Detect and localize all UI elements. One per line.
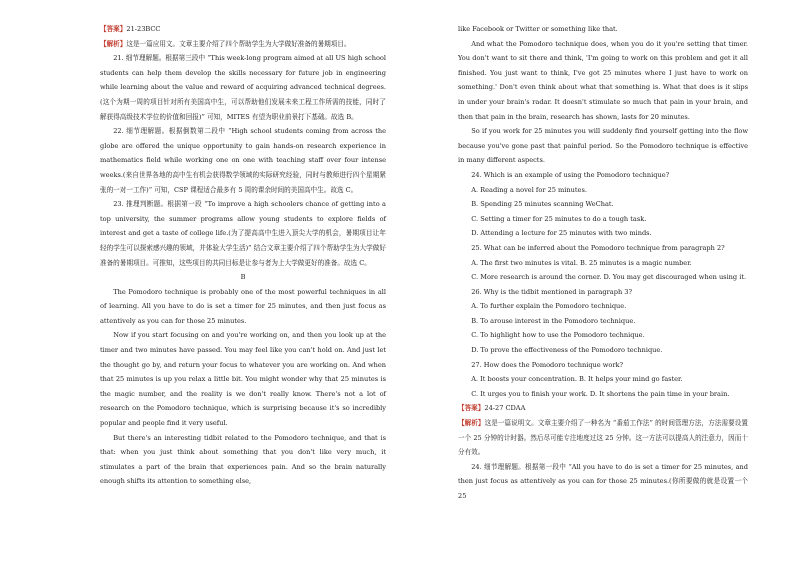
paragraph-text: 25. What can be inferred about the Pomodoro technique from paragraph 2? [471,243,725,252]
section-tag: 【解析】 [100,39,127,48]
paragraph [100,37,386,52]
paragraph-text: The Pomodoro technique is probably one of the most powerful techniques in all of learning. All you have to do is set a timer for 25 minutes, and then just focus as attentively as you can for those 25 minutes. [100,287,386,325]
paragraph [458,285,748,300]
paragraph [458,401,748,416]
paragraph-text: Now if you start focusing on and you're working on, and then you look up at the timer and two minutes have passed. You may feel like you can't hold on. And just let the thought go by, and return your focus to whatever you are working on. And when that 25 minutes is up you relax a little bit. You might wonder why that 25 minutes is the magic number, and the reality is we don't really know. There's not a lot of research on the Pomodoro technique, which is surprising because it's so incredibly popular and people find it very useful. [100,331,386,428]
section-tag: 【解析】 [458,419,485,428]
paragraph-text: 22. 细节理解题。根据倒数第二段中 “High school students coming from across the globe are offered the unique opportunity to gain hands-on research experience in mathematics field while working one on one with teaching staff over four intense weeks.(来自世界各地的高中生有机会获得数学领域的实际研究经验，同时与教师进行四个星期紧张的一对一工作)” 可知，CSP 课程适合最多有 5 周的课余时间的美国高中生。故选 C。 [100,127,386,194]
section-tag: 【答案】 [458,404,485,413]
paragraph-text: But there's an interesting tidbit related to the Pomodoro technique, and that is that: when you just think about something that you don't like very much, it stimulates a part of the brain that experiences pain. And so the brain naturally enough shifts its attention to something else, [100,433,386,486]
paragraph-text: like Facebook or Twitter or something like that. [458,25,618,33]
paragraph [458,212,748,227]
paragraph-text: 21-23BCC [126,25,161,33]
paragraph-text: C. It urges you to finish your work. D. It shortens the pain time in your brain. [471,389,730,398]
paragraph-text: So if you work for 25 minutes you will suddenly find yourself getting into the flow because you've gone past that painful period. So the Pomodoro technique is effective in many different aspects. [458,127,748,165]
paragraph-text: B. To arouse interest in the Pomodoro technique. [471,316,636,325]
paragraph-text: And what the Pomodoro technique does, when you do it you're setting that timer. You don't want to sit there and think, 'I'm going to work on this problem and get it all finished. You just want to think, I've got 25 minutes where I just have to work on something.' Don't even think about what that something is. What that does is it slips in under your brain's radar. It doesn't stimulate so much that pain in your brain, and then that pain in the brain, research has shown, lasts for 20 minutes. [458,39,748,121]
paragraph-text: D. Attending a lecture for 25 minutes with two minds. [471,229,652,238]
paragraph-text: A. It boosts your concentration. B. It helps your mind go faster. [471,375,683,384]
paragraph-text: A. To further explain the Pomodoro technique. [471,302,627,311]
paragraph-text: 这是一篇应用文。文章主要介绍了四个帮助学生为大学做好准备的暑期项目。 [126,39,351,48]
paragraph [458,358,748,373]
paragraph-text: 24. Which is an example of using the Pomodoro technique? [471,170,670,179]
paragraph [100,431,386,489]
paragraph-text: 23. 推理判断题。根据第一段 “To improve a high schoolers chance of getting into a top university, the summer programs allow young students to explore fields of interest and get a taste of college life.(为了提高高中生进入顶尖大学的机会，暑期项目让年轻的学生可以探索感兴趣的领域，并体验大学生活)” 结合文章主要介绍了四个帮助学生为大学做好准备的暑期项目。可推知，这些项目的共同目标是让参与者为上大学做更好的准备。故选 C。 [100,200,386,267]
paragraph [458,343,748,358]
paragraph [100,124,386,197]
paragraph-text: C. Setting a timer for 25 minutes to do a tough task. [471,214,647,223]
paragraph-text: 21. 细节理解题。根据第三段中 “This week-long program aimed at all US high school students can help them develop the skills necessary for future job in engineering while learning about the value and reward of acquiring advanced technical degrees.(这个为期一周的项目针对所有美国高中生，可以帮助他们发展未来工程工作所需的技能，同时了解获得高级技术学位的价值和回报)” 可知，MITES 有望为职业前景打下基础。故选 B。 [100,54,386,121]
paragraph [458,460,748,504]
paragraph [458,372,748,387]
paragraph [458,314,748,329]
paragraph [458,226,748,241]
left-column [100,22,386,489]
paragraph [458,387,748,402]
right-column [458,22,748,504]
paragraph [458,416,748,460]
paragraph [458,168,748,183]
paragraph [100,197,386,270]
paragraph [458,241,748,256]
paragraph-text: 这是一篇说明文。文章主要介绍了一种名为 “番茄工作法” 的时间管理方法，方法需要设置一个 25 分钟的计时器。然后尽可能专注地度过这 25 分钟。这一方法可以提高人的注意力，因而十分有效。 [458,419,749,457]
paragraph [100,285,386,329]
paragraph [458,299,748,314]
paragraph-text: 24. 细节理解题。根据第一段中 “All you have to do is set a timer for 25 minutes, and then just focus as attentively as you can for those 25 minutes.(你所要做的就是设置一个 25 [458,462,748,500]
paragraph-text: C. More research is around the corner. D. You may get discouraged when using it. [471,273,747,282]
paragraph-text: 24-27 CDAA [484,404,526,413]
paragraph-text: B [240,273,246,282]
paragraph-text: A. The first two minutes is vital. B. 25 minutes is a magic number. [471,258,692,267]
paragraph [100,51,386,124]
paragraph [458,22,748,37]
paragraph-text: 26. Why is the tidbit mentioned in paragraph 3? [471,287,633,296]
paragraph-text: A. Reading a novel for 25 minutes. [471,185,587,194]
paragraph-text: B. Spending 25 minutes scanning WeChat. [471,200,614,209]
paragraph [458,183,748,198]
section-tag: 【答案】 [100,25,127,33]
paragraph [458,256,748,271]
paragraph-text: 27. How does the Pomodoro technique work? [471,360,624,369]
paragraph-text: C. To highlight how to use the Pomodoro technique. [471,331,645,340]
paragraph [458,270,748,285]
paragraph [458,124,748,168]
paragraph [100,328,386,430]
paragraph [100,270,386,285]
paragraph [100,22,386,37]
paragraph [458,37,748,125]
paragraph-text: D. To prove the effectiveness of the Pomodoro technique. [471,346,663,355]
paragraph [458,197,748,212]
paragraph [458,328,748,343]
